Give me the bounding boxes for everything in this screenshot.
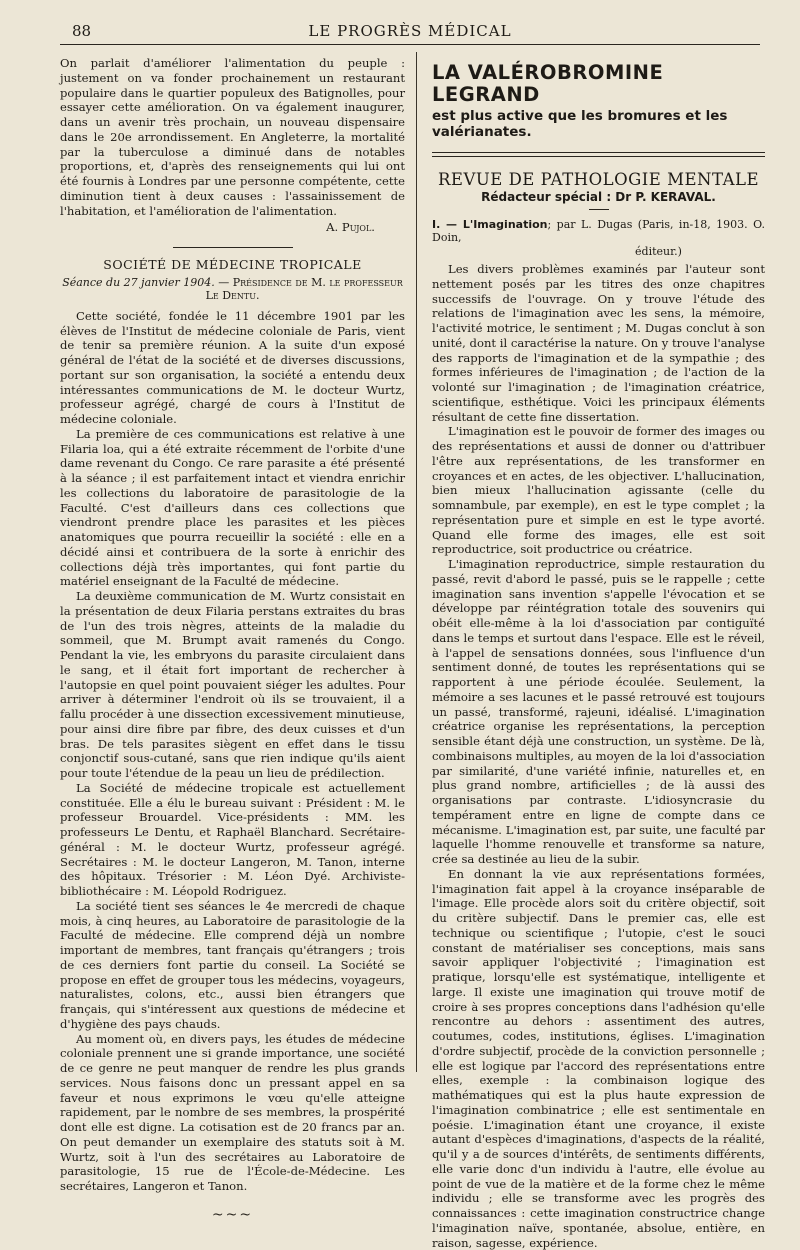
- paragraph: Cette société, fondée le 11 décembre 1901 par les élèves de l'Institut de médecine coloniale de Paris, vient de tenir sa première réunion. A la suite d'un exposé général de l'état de la société et de diverses discussions, portant sur son organisation, la société a entendu deux intéressantes communications de M. le docteur Wurtz, professeur agrégé, chargé de cours à l'Institut de médecine coloniale.: [60, 308, 405, 426]
- advertisement-subtitle: est plus active que les bromures et les valérianates.: [432, 108, 728, 140]
- section-rule: [173, 247, 293, 248]
- advertisement-title: LA VALÉROBROMINE LEGRAND: [432, 61, 664, 106]
- session-date: Séance du 27 janvier 1904.: [62, 275, 215, 289]
- review-rule: [589, 209, 609, 210]
- paragraph: Au moment où, en divers pays, les études de médecine coloniale prennent une si grande importance, une société de ce genre ne peut manquer de rendre les plus grands services. Nous faisons donc un pressant appel en sa faveur et nous exprimons le vœu qu'elle atteigne rapidement, par le nombre de ses membres, la prospérité dont elle est digne. La cotisation est de 20 francs par an. On peut demander un exemplaire des statuts soit à M. Wurtz, soit à l'un des secrétaires au Laboratoire de parasitologie, 15 rue de l'École-de-Médecine. Les secrétaires, Langeron et Tanon.: [60, 1031, 405, 1193]
- left-column: [60, 56, 405, 1223]
- paragraph: La deuxième communication de M. Wurtz consistait en la présentation de deux Filaria perstans extraites du bras de l'un des trois nègres, atteints de la maladie du sommeil, que M. Brumpt avait ramenés du Congo. Pendant la vie, les embryons du parasite circulaient dans le sang, et il était fort important de rechercher à l'autopsie en quel point pouvaient siéger les adultes. Pour arriver à déterminer l'endroit où ils se trouvaient, il a fallu procéder à une dissection excessivement minutieuse, pour ainsi dire fibre par fibre, des deux cuisses et d'un bras. De tels parasites siègent en effet dans le tissu conjonctif sous-cutané, sans que rien indique qu'ils aient pour toute l'étendue de la peau un lieu de prédilection.: [60, 589, 405, 780]
- page-header: [60, 18, 760, 45]
- paragraph: L'imagination est le pouvoir de former des images ou des représentations et aussi de donner ou d'attribuer l'être aux représentations, de les transformer en croyances et en actes, de les objectiver. L'hallucination, bien mieux l'hallucination agissante (celle du somnambule, par exemple), en est le type complet ; la représentation pure et simple en est le type avorté. Quand elle forme des images, elle est soit reproductrice, soit productrice ou créatrice.: [432, 424, 765, 557]
- paragraph: La Société de médecine tropicale est actuellement constituée. Elle a élu le bureau suivant : Président : M. le professeur Brouardel. Vice-présidents : MM. les professeurs Le Dentu, et Raphaël Blanchard. Secrétaire-général : M. le docteur Wurtz, professeur agrégé. Secrétaires : M. le docteur Langeron, M. Tanon, interne des hôpitaux. Trésorier : M. Léon Dyé. Archiviste-bibliothécaire : M. Léopold Rodriguez.: [60, 780, 405, 898]
- column-divider: [416, 52, 417, 1072]
- right-column: [432, 62, 765, 1250]
- end-ornament: ~~~: [211, 1206, 254, 1223]
- review-entry-heading: [432, 218, 765, 259]
- paragraph: La première de ces communications est relative à une Filaria loa, qui a été extraite récemment de l'orbite d'une dame revenant du Congo. Ce rare parasite a été présenté à la séance ; il est parfaitement intact et viendra enrichir les collections du laboratoire de parasitologie de la Faculté. C'est d'ailleurs dans ces collections que viendront prendre place les parasites et les pièces anatomiques que pourra recueillir la société : elle en a décidé ainsi et contribuera de la sorte à enrichir des collections déjà très importantes, qui font partie du matériel enseignant de la Faculté de médecine.: [60, 426, 405, 589]
- paragraph: Les divers problèmes examinés par l'auteur sont nettement posés par les titres des onze chapitres successifs de l'ouvrage. On y trouve l'étude des relations de l'imagination avec les sens, la mémoire, l'activité motrice, le sentiment ; M. Dugas conclut à son unité, dont il caractérise la nature. On y trouve l'analyse des rapports de l'imagination et de la sympathie ; des formes inférieures de l'imagination ; de l'action de la volonté sur l'imagination ; de l'imagination créatrice, scientifique, esthétique. Voici les principaux éléments résultant de cette fine dissertation.: [432, 262, 765, 424]
- journal-title: LE PROGRÈS MÉDICAL: [308, 22, 512, 40]
- section-subtitle: [60, 276, 405, 303]
- paragraph: En donnant la vie aux représentations formées, l'imagination fait appel à la croyance inséparable de l'image. Elle procède alors soit du critère objectif, soit du critère subjectif. Dans le premier cas, elle est technique ou scientifique ; l'utopie, c'est le souci constant de matérialiser ses conceptions, mais sans savoir appliquer l'objectivité ; l'imagination est pratique, lorsqu'elle est systématique, intelligente et large. Il existe une imagination qui trouve motif de croire à ses propres conceptions dans l'adhésion qu'elle rencontre au dehors : assentiment des autres, coutumes, codes, institutions, églises. L'imagination d'ordre subjectif, procède de la conviction personnelle ; elle est logique par l'accord des représentations entre elles, exemple : la combinaison logique des mathématiques qui est la plus haute expression de l'imagination combinatrice ; elle est sentimentale en poésie. L'imagination étant une croyance, il existe autant d'espèces d'imaginations, d'aspects de la réalité, qu'il y a de sources d'intérêts, de sentiments différents, elle varie donc d'un individu à l'autre, elle évolue au point de vue de la matière et de la forme chez le même individu ; elle se transforme avec les progrès des connaissances : cette imagination constructrice change l'imagination naïve, spontanée, absolue, entière, en raison, sagesse, expérience.: [432, 866, 765, 1250]
- signature: A. Pujol.: [326, 220, 375, 235]
- review-editor: Rédacteur spécial : Dr P. KERAVAL.: [481, 189, 716, 204]
- review-title: REVUE DE PATHOLOGIE MENTALE: [438, 170, 759, 189]
- page-number: 88: [72, 22, 92, 40]
- entry-title: I. — L'Imagination: [432, 217, 548, 231]
- intro-paragraph: On parlait d'améliorer l'alimentation du peuple : justement on va fonder prochainement un restaurant populaire dans le quartier populeux des Batignolles, pour essayer cette amélioration. On va également inaugurer, dans un avenir très prochain, un nouveau dispensaire dans le 20e arrondissement. En Angleterre, la mortalité par la tuberculose a diminué dans de notables proportions, et, d'après des renseignements qui lui ont été fournis à Londres par une personne compétente, cette diminution tient à deux causes : l'assainissement de l'habitation, et l'amélioration de l'alimentation.: [60, 56, 405, 218]
- advertisement-rule: [432, 156, 765, 157]
- paragraph: La société tient ses séances le 4e mercredi de chaque mois, à cinq heures, au Laboratoire de parasitologie de la Faculté de médecine. Elle comprend déjà un nombre important de membres, tant français qu'étrangers ; trois de ces derniers font partie du conseil. La Société se propose en effet de grouper tous les médecins, voyageurs, naturalistes, colons, etc., aussi bien étrangers que français, qui s'intéressent aux questions de médecine et d'hygiène des pays chauds.: [60, 898, 405, 1031]
- advertisement-rule: [432, 152, 765, 153]
- entry-author: ; par L. Dugas (Paris, in-18, 1903. O. Doin,: [432, 217, 765, 244]
- presidency: — Présidence de M. le professeur Le Dentu.: [205, 275, 403, 303]
- paragraph: L'imagination reproductrice, simple restauration du passé, revit d'abord le passé, puis se le rappelle ; cette imagination sans invention s'appelle l'évocation et se développe par réintégration totale des souvenirs qui obéit elle-même à la loi d'association par contiguïté dans le temps et surtout dans l'espace. Elle est le réveil, à l'appel de sensations données, sous l'influence d'un sentiment donné, de toutes les représentations qui se rapportent à une période écoulée. Seulement, la mémoire a ses lacunes et le passé retrouvé est toujours un passé, transformé, rajeuni, idéalisé. L'imagination créatrice organise les représentations, la perception sensible étant déjà une construction, un système. De là, combinaisons multiples, au moyen de la loi d'association par similarité, d'une variété infinie, naturelles et, en plus grand nombre, artificielles ; de là aussi des organisations par contraste. L'idiosyncrasie du tempérament entre en ligne de compte dans ce mécanisme. L'imagination est, par suite, une faculté par laquelle l'homme renouvelle et transforme sa nature, crée sa destinée au lieu de la subir.: [432, 557, 765, 866]
- section-title: SOCIÉTÉ DE MÉDECINE TROPICALE: [103, 257, 362, 272]
- entry-publisher: éditeur.): [635, 244, 682, 258]
